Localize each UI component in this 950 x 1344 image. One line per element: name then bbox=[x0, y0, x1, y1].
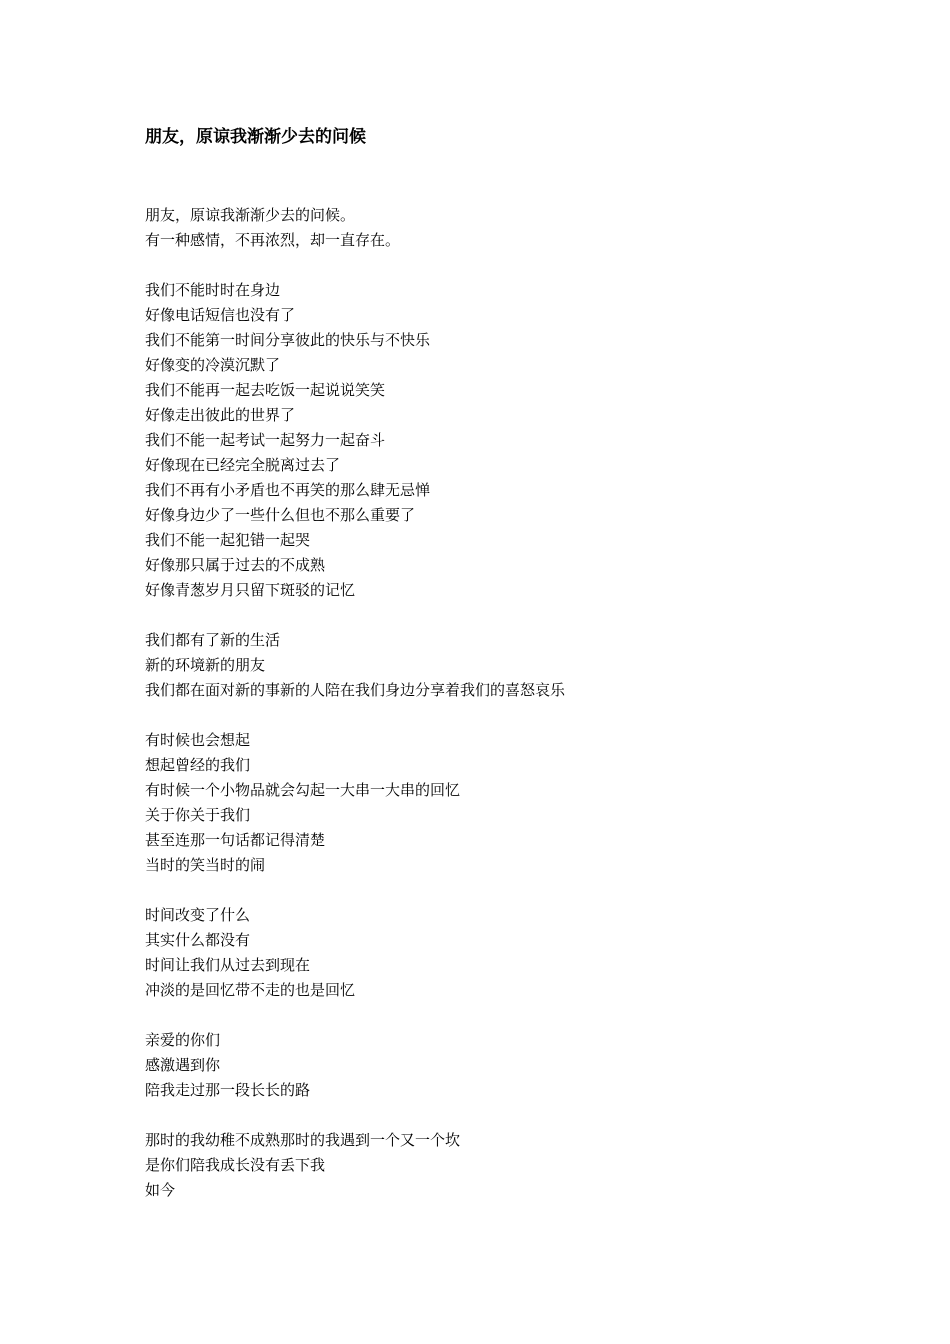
text-line: 其实什么都没有 bbox=[145, 931, 251, 949]
text-line: 我们都在面对新的事新的人陪在我们身边分享着我们的喜怒哀乐 bbox=[145, 681, 566, 699]
text-line: 我们都有了新的生活 bbox=[145, 631, 281, 649]
text-line: 冲淡的是回忆带不走的也是回忆 bbox=[145, 981, 356, 999]
stanza bbox=[145, 1128, 905, 1203]
text-line: 那时的我幼稚不成熟那时的我遇到一个又一个坎 bbox=[145, 1131, 461, 1149]
text-line: 好像电话短信也没有了 bbox=[145, 306, 296, 324]
text-line: 好像现在已经完全脱离过去了 bbox=[145, 456, 341, 474]
text-line: 朋友，原谅我渐渐少去的问候。 bbox=[145, 206, 356, 224]
stanza bbox=[145, 903, 905, 1003]
stanza bbox=[145, 203, 905, 253]
text-line: 好像变的冷漠沉默了 bbox=[145, 356, 281, 374]
text-line: 亲爱的你们 bbox=[145, 1031, 221, 1049]
text-line: 当时的笑当时的闹 bbox=[145, 856, 266, 874]
text-line: 时间让我们从过去到现在 bbox=[145, 956, 311, 974]
document-page bbox=[145, 0, 905, 1344]
document-title: 朋友，原谅我渐渐少去的问候 bbox=[145, 127, 366, 147]
text-line: 是你们陪我成长没有丢下我 bbox=[145, 1156, 326, 1174]
text-line: 陪我走过那一段长长的路 bbox=[145, 1081, 311, 1099]
text-line: 我们不能时时在身边 bbox=[145, 281, 281, 299]
text-line: 好像那只属于过去的不成熟 bbox=[145, 556, 326, 574]
text-line: 感激遇到你 bbox=[145, 1056, 221, 1074]
text-line: 如今 bbox=[145, 1181, 176, 1199]
text-line: 有时候一个小物品就会勾起一大串一大串的回忆 bbox=[145, 781, 461, 799]
text-line: 新的环境新的朋友 bbox=[145, 656, 266, 674]
text-line: 关于你关于我们 bbox=[145, 806, 251, 824]
text-line: 时间改变了什么 bbox=[145, 906, 251, 924]
text-line: 我们不能一起考试一起努力一起奋斗 bbox=[145, 431, 386, 449]
text-line: 好像青葱岁月只留下斑驳的记忆 bbox=[145, 581, 356, 599]
stanza bbox=[145, 1028, 905, 1103]
text-line: 好像走出彼此的世界了 bbox=[145, 406, 296, 424]
stanza bbox=[145, 628, 905, 703]
text-line: 我们不能再一起去吃饭一起说说笑笑 bbox=[145, 381, 386, 399]
text-line: 有一种感情，不再浓烈，却一直存在。 bbox=[145, 231, 401, 249]
text-line: 我们不能第一时间分享彼此的快乐与不快乐 bbox=[145, 331, 431, 349]
stanza bbox=[145, 278, 905, 603]
text-line: 好像身边少了一些什么但也不那么重要了 bbox=[145, 506, 416, 524]
document-body bbox=[145, 203, 905, 1228]
text-line: 甚至连那一句话都记得清楚 bbox=[145, 831, 326, 849]
stanza bbox=[145, 728, 905, 878]
text-line: 我们不能一起犯错一起哭 bbox=[145, 531, 311, 549]
text-line: 想起曾经的我们 bbox=[145, 756, 251, 774]
text-line: 有时候也会想起 bbox=[145, 731, 251, 749]
text-line: 我们不再有小矛盾也不再笑的那么肆无忌惮 bbox=[145, 481, 431, 499]
